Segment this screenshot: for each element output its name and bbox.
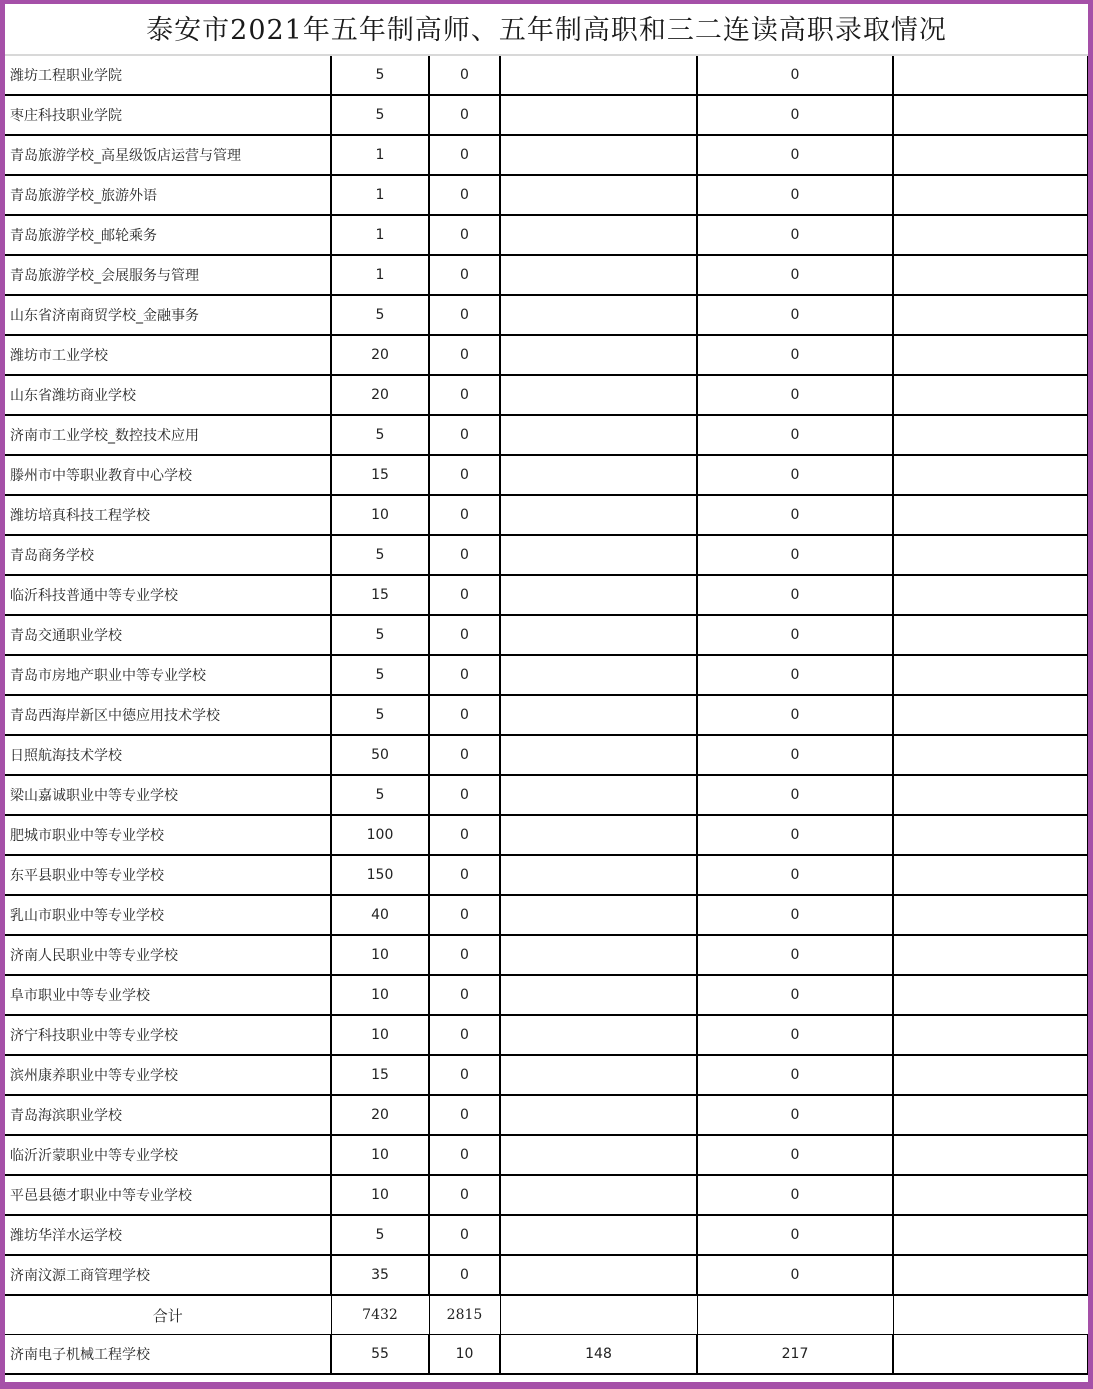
- quota-cell: 5: [331, 535, 429, 575]
- col4-cell: 217: [697, 1335, 893, 1375]
- col3-cell: [500, 855, 697, 895]
- quota-cell: 1: [331, 215, 429, 255]
- table-row: [5, 135, 1088, 175]
- page-title: 泰安市2021年五年制高师、五年制高职和三二连读高职录取情况: [5, 4, 1088, 56]
- admitted-cell: 0: [429, 935, 500, 975]
- col3-cell: [500, 895, 697, 935]
- quota-cell: 55: [331, 1335, 429, 1375]
- col5-cell: [893, 1215, 1088, 1255]
- table-row: [5, 815, 1088, 855]
- col3-cell: [500, 1255, 697, 1295]
- school-name-cell: 济南汶源工商管理学校: [5, 1255, 331, 1295]
- admitted-cell: 0: [429, 255, 500, 295]
- col5-cell: [893, 495, 1088, 535]
- col5-cell: [893, 295, 1088, 335]
- table-row: [5, 295, 1088, 335]
- quota-cell: 20: [331, 335, 429, 375]
- col5-cell: [893, 895, 1088, 935]
- quota-cell: 5: [331, 775, 429, 815]
- admitted-cell: 0: [429, 1135, 500, 1175]
- col3-cell: [500, 975, 697, 1015]
- col4-cell: 0: [697, 615, 893, 655]
- quota-cell: 150: [331, 855, 429, 895]
- admitted-cell: 0: [429, 655, 500, 695]
- col4-cell: 0: [697, 255, 893, 295]
- quota-cell: 1: [331, 175, 429, 215]
- col4-cell: 0: [697, 815, 893, 855]
- school-name-cell: 济宁科技职业中等专业学校: [5, 1015, 331, 1055]
- quota-cell: 15: [331, 1055, 429, 1095]
- col4-cell: 0: [697, 135, 893, 175]
- admitted-cell: 0: [429, 575, 500, 615]
- col4-cell: 0: [697, 1255, 893, 1295]
- school-name-cell: 青岛旅游学校_旅游外语: [5, 175, 331, 215]
- quota-cell: 7432: [331, 1295, 429, 1335]
- col5-cell: [893, 215, 1088, 255]
- col4-cell: 0: [697, 415, 893, 455]
- admitted-cell: 0: [429, 335, 500, 375]
- col4-cell: 0: [697, 1215, 893, 1255]
- school-name-cell: 青岛旅游学校_邮轮乘务: [5, 215, 331, 255]
- quota-cell: 5: [331, 295, 429, 335]
- admitted-cell: 0: [429, 895, 500, 935]
- quota-cell: 10: [331, 975, 429, 1015]
- quota-cell: 100: [331, 815, 429, 855]
- col3-cell: [500, 95, 697, 135]
- school-name-cell: 滕州市中等职业教育中心学校: [5, 455, 331, 495]
- school-name-cell: 潍坊工程职业学院: [5, 56, 331, 95]
- table-row: [5, 975, 1088, 1015]
- col4-cell: 0: [697, 575, 893, 615]
- table-row: [5, 95, 1088, 135]
- col5-cell: [893, 455, 1088, 495]
- col4-cell: 0: [697, 1175, 893, 1215]
- col4-cell: 0: [697, 1095, 893, 1135]
- admitted-cell: 2815: [429, 1295, 500, 1335]
- admitted-cell: 0: [429, 375, 500, 415]
- admitted-cell: 0: [429, 415, 500, 455]
- col3-cell: [500, 1175, 697, 1215]
- admitted-cell: 0: [429, 1015, 500, 1055]
- admitted-cell: 0: [429, 615, 500, 655]
- table-row: [5, 455, 1088, 495]
- admitted-cell: 0: [429, 135, 500, 175]
- admitted-cell: 0: [429, 215, 500, 255]
- school-name-cell: 临沂沂蒙职业中等专业学校: [5, 1135, 331, 1175]
- school-name-cell: 梁山嘉诚职业中等专业学校: [5, 775, 331, 815]
- total-row: [5, 1295, 1088, 1335]
- school-name-cell: 济南人民职业中等专业学校: [5, 935, 331, 975]
- col3-cell: [500, 1015, 697, 1055]
- col5-cell: [893, 95, 1088, 135]
- admitted-cell: 0: [429, 695, 500, 735]
- admissions-table: [5, 56, 1088, 1375]
- col5-cell: [893, 615, 1088, 655]
- school-name-cell: 日照航海技术学校: [5, 735, 331, 775]
- quota-cell: 20: [331, 375, 429, 415]
- col4-cell: 0: [697, 375, 893, 415]
- admitted-cell: 0: [429, 1215, 500, 1255]
- quota-cell: 20: [331, 1095, 429, 1135]
- table-row: [5, 575, 1088, 615]
- col3-cell: [500, 375, 697, 415]
- admitted-cell: 0: [429, 495, 500, 535]
- col3-cell: [500, 1095, 697, 1135]
- admitted-cell: 0: [429, 175, 500, 215]
- quota-cell: 10: [331, 495, 429, 535]
- quota-cell: 15: [331, 455, 429, 495]
- col4-cell: 0: [697, 655, 893, 695]
- admitted-cell: 0: [429, 855, 500, 895]
- admitted-cell: 0: [429, 815, 500, 855]
- col4-cell: 0: [697, 855, 893, 895]
- quota-cell: 10: [331, 935, 429, 975]
- col5-cell: [893, 415, 1088, 455]
- table-row: [5, 215, 1088, 255]
- school-name-cell: 乳山市职业中等专业学校: [5, 895, 331, 935]
- table-row: [5, 1215, 1088, 1255]
- col3-cell: [500, 1295, 697, 1335]
- school-name-cell: 青岛旅游学校_高星级饭店运营与管理: [5, 135, 331, 175]
- col5-cell: [893, 695, 1088, 735]
- col3-cell: [500, 335, 697, 375]
- quota-cell: 5: [331, 56, 429, 95]
- col3-cell: [500, 295, 697, 335]
- quota-cell: 1: [331, 255, 429, 295]
- school-name-cell: 青岛西海岸新区中德应用技术学校: [5, 695, 331, 735]
- col4-cell: 0: [697, 935, 893, 975]
- col3-cell: [500, 135, 697, 175]
- col3-cell: [500, 815, 697, 855]
- col5-cell: [893, 1175, 1088, 1215]
- school-name-cell: 青岛海滨职业学校: [5, 1095, 331, 1135]
- col3-cell: [500, 415, 697, 455]
- col5-cell: [893, 1015, 1088, 1055]
- col3-cell: [500, 655, 697, 695]
- quota-cell: 5: [331, 655, 429, 695]
- total-label: 合计: [5, 1295, 331, 1335]
- table-row: [5, 255, 1088, 295]
- col3-cell: [500, 615, 697, 655]
- col4-cell: 0: [697, 695, 893, 735]
- table-row: [5, 1255, 1088, 1295]
- quota-cell: 5: [331, 415, 429, 455]
- table-row: [5, 375, 1088, 415]
- col5-cell: [893, 1135, 1088, 1175]
- col5-cell: [893, 815, 1088, 855]
- admitted-cell: 10: [429, 1335, 500, 1375]
- quota-cell: 50: [331, 735, 429, 775]
- quota-cell: 5: [331, 95, 429, 135]
- col4-cell: 0: [697, 56, 893, 95]
- col3-cell: [500, 495, 697, 535]
- school-name-cell: 潍坊市工业学校: [5, 335, 331, 375]
- table-row: [5, 175, 1088, 215]
- admitted-cell: 0: [429, 95, 500, 135]
- admitted-cell: 0: [429, 535, 500, 575]
- admitted-cell: 0: [429, 295, 500, 335]
- admitted-cell: 0: [429, 455, 500, 495]
- col3-cell: [500, 935, 697, 975]
- col5-cell: [893, 335, 1088, 375]
- table-row: [5, 655, 1088, 695]
- col3-cell: [500, 735, 697, 775]
- quota-cell: 10: [331, 1015, 429, 1055]
- col3-cell: [500, 535, 697, 575]
- school-name-cell: 青岛商务学校: [5, 535, 331, 575]
- quota-cell: 10: [331, 1135, 429, 1175]
- col3-cell: [500, 695, 697, 735]
- table-row: [5, 1055, 1088, 1095]
- quota-cell: 1: [331, 135, 429, 175]
- col3-cell: [500, 56, 697, 95]
- school-name-cell: 青岛旅游学校_会展服务与管理: [5, 255, 331, 295]
- table-row: [5, 495, 1088, 535]
- col5-cell: [893, 1255, 1088, 1295]
- table-row: [5, 935, 1088, 975]
- school-name-cell: 潍坊培真科技工程学校: [5, 495, 331, 535]
- col3-cell: [500, 215, 697, 255]
- col4-cell: 0: [697, 775, 893, 815]
- col4-cell: 0: [697, 495, 893, 535]
- school-name-cell: 济南电子机械工程学校: [5, 1335, 331, 1375]
- col5-cell: [893, 175, 1088, 215]
- school-name-cell: 山东省济南商贸学校_金融事务: [5, 295, 331, 335]
- table-row: [5, 56, 1088, 95]
- col3-cell: [500, 175, 697, 215]
- col3-cell: [500, 1055, 697, 1095]
- col4-cell: 0: [697, 895, 893, 935]
- table-row: [5, 335, 1088, 375]
- table-row: [5, 1335, 1088, 1375]
- col3-cell: [500, 255, 697, 295]
- col4-cell: 0: [697, 455, 893, 495]
- col3-cell: [500, 455, 697, 495]
- school-name-cell: 东平县职业中等专业学校: [5, 855, 331, 895]
- col5-cell: [893, 775, 1088, 815]
- table-row: [5, 615, 1088, 655]
- col5-cell: [893, 135, 1088, 175]
- col4-cell: 0: [697, 1015, 893, 1055]
- col4-cell: 0: [697, 1055, 893, 1095]
- col5-cell: [893, 1335, 1088, 1375]
- admitted-cell: 0: [429, 56, 500, 95]
- col4-cell: 0: [697, 295, 893, 335]
- table-row: [5, 695, 1088, 735]
- school-name-cell: 山东省潍坊商业学校: [5, 375, 331, 415]
- col5-cell: [893, 935, 1088, 975]
- table-row: [5, 895, 1088, 935]
- school-name-cell: 济南市工业学校_数控技术应用: [5, 415, 331, 455]
- school-name-cell: 临沂科技普通中等专业学校: [5, 575, 331, 615]
- col5-cell: [893, 255, 1088, 295]
- col4-cell: 0: [697, 215, 893, 255]
- col4-cell: [697, 1295, 893, 1335]
- quota-cell: 5: [331, 615, 429, 655]
- quota-cell: 10: [331, 1175, 429, 1215]
- col5-cell: [893, 735, 1088, 775]
- quota-cell: 5: [331, 695, 429, 735]
- quota-cell: 40: [331, 895, 429, 935]
- col3-cell: [500, 775, 697, 815]
- school-name-cell: 青岛交通职业学校: [5, 615, 331, 655]
- table-row: [5, 1135, 1088, 1175]
- col5-cell: [893, 535, 1088, 575]
- table-row: [5, 735, 1088, 775]
- admitted-cell: 0: [429, 1175, 500, 1215]
- school-name-cell: 肥城市职业中等专业学校: [5, 815, 331, 855]
- school-name-cell: 枣庄科技职业学院: [5, 95, 331, 135]
- quota-cell: 15: [331, 575, 429, 615]
- admitted-cell: 0: [429, 775, 500, 815]
- col4-cell: 0: [697, 1135, 893, 1175]
- admitted-cell: 0: [429, 1055, 500, 1095]
- table-row: [5, 775, 1088, 815]
- col4-cell: 0: [697, 95, 893, 135]
- col5-cell: [893, 375, 1088, 415]
- table-row: [5, 855, 1088, 895]
- table-row: [5, 535, 1088, 575]
- col3-cell: [500, 1135, 697, 1175]
- quota-cell: 5: [331, 1215, 429, 1255]
- col3-cell: 148: [500, 1335, 697, 1375]
- school-name-cell: 平邑县德才职业中等专业学校: [5, 1175, 331, 1215]
- table-row: [5, 1095, 1088, 1135]
- col3-cell: [500, 1215, 697, 1255]
- col4-cell: 0: [697, 535, 893, 575]
- table-row: [5, 1175, 1088, 1215]
- admitted-cell: 0: [429, 735, 500, 775]
- admitted-cell: 0: [429, 975, 500, 1015]
- col3-cell: [500, 575, 697, 615]
- col4-cell: 0: [697, 175, 893, 215]
- col5-cell: [893, 855, 1088, 895]
- table-row: [5, 1015, 1088, 1055]
- col5-cell: [893, 655, 1088, 695]
- admitted-cell: 0: [429, 1095, 500, 1135]
- document-frame: [5, 4, 1088, 1382]
- school-name-cell: 滨州康养职业中等专业学校: [5, 1055, 331, 1095]
- col5-cell: [893, 575, 1088, 615]
- col4-cell: 0: [697, 735, 893, 775]
- school-name-cell: 潍坊华洋水运学校: [5, 1215, 331, 1255]
- table-row: [5, 415, 1088, 455]
- col4-cell: 0: [697, 975, 893, 1015]
- col5-cell: [893, 975, 1088, 1015]
- quota-cell: 35: [331, 1255, 429, 1295]
- school-name-cell: 阜市职业中等专业学校: [5, 975, 331, 1015]
- col5-cell: [893, 1055, 1088, 1095]
- col4-cell: 0: [697, 335, 893, 375]
- col5-cell: [893, 56, 1088, 95]
- admitted-cell: 0: [429, 1255, 500, 1295]
- col5-cell: [893, 1295, 1088, 1335]
- col5-cell: [893, 1095, 1088, 1135]
- school-name-cell: 青岛市房地产职业中等专业学校: [5, 655, 331, 695]
